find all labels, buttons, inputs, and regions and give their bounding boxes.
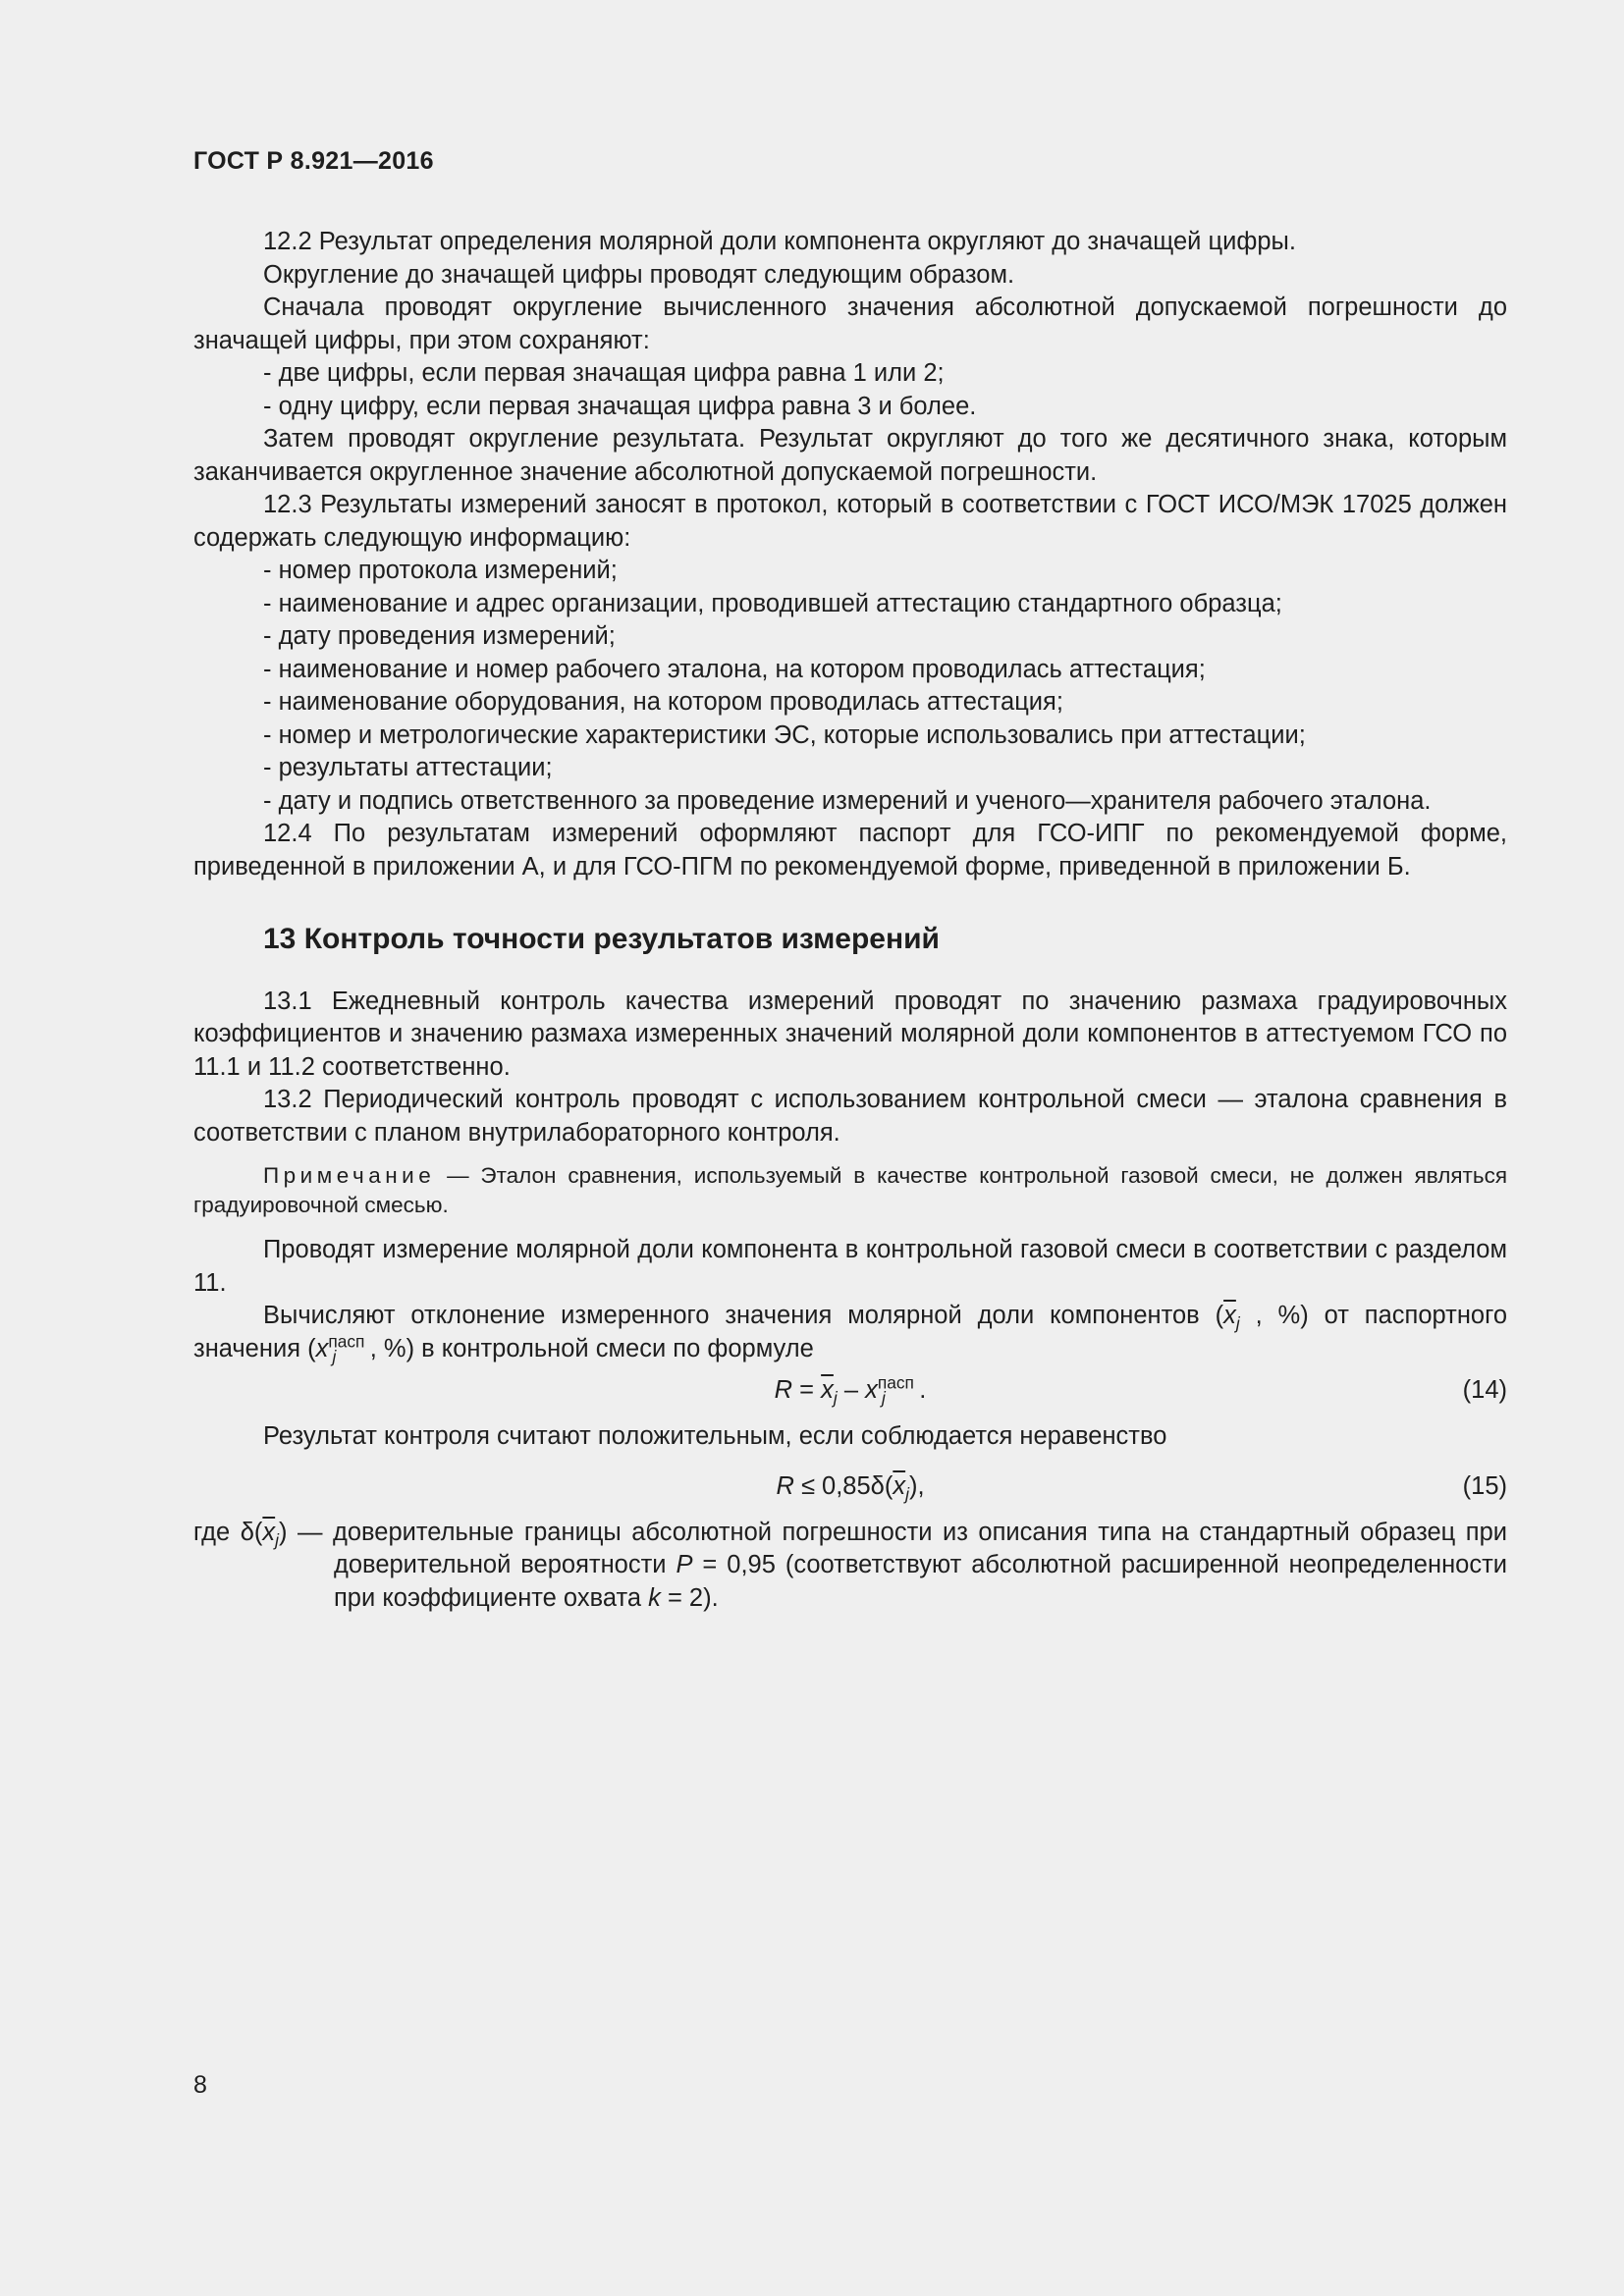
note-text: — Эталон сравнения, используемый в качестве контрольной газовой смеси, не должен являться градуировочной смесью. bbox=[193, 1163, 1507, 1217]
page-number: 8 bbox=[193, 2071, 207, 2099]
paragraph-first-step: Сначала проводят округление вычисленного значения абсолютной допускаемой погрешности до значащей цифры, при этом сохраняют: bbox=[193, 294, 1507, 354]
symbol-x-mean: $\overline{x}$ bbox=[821, 1376, 834, 1404]
where-text: где δ( bbox=[193, 1518, 263, 1546]
formula-15 bbox=[193, 1466, 1507, 1507]
paragraph-13-1: 13.1 Ежедневный контроль качества измерений проводят по значению размаха градуировочных коэффициентов и значению размаха измеренных значений молярной доли компонентов в аттестуемом ГСО по 11.1 и 11.2 соответственно. bbox=[193, 987, 1507, 1081]
index-j: j bbox=[833, 1388, 838, 1409]
calc-text: , %) от паспортного значения ( bbox=[193, 1302, 1508, 1362]
calc-text: Вычисляют отклонение измеренного значения молярной доли компонентов ( bbox=[263, 1302, 1224, 1329]
formula-end: . bbox=[919, 1376, 927, 1404]
symbol-x-mean: $\overline{x}$ bbox=[1223, 1302, 1236, 1329]
paragraph-result: Результат контроля считают положительным, если соблюдается неравенство bbox=[263, 1422, 1167, 1450]
where-text: ) — доверительные границы абсолютной погрешности из описания типа на стандартный образец при доверительной вероятности bbox=[279, 1518, 1507, 1578]
document-header: ГОСТ Р 8.921—2016 bbox=[193, 147, 434, 175]
where-clause bbox=[193, 1517, 1507, 1616]
superscript-pasp: пасп bbox=[877, 1372, 914, 1393]
where-text: = 2). bbox=[660, 1583, 719, 1612]
index-j: j bbox=[905, 1483, 909, 1504]
list-item: - наименование оборудования, на котором проводилась аттестация; bbox=[263, 688, 1063, 716]
paragraph-calc bbox=[193, 1300, 1507, 1365]
paragraph-measure: Проводят измерение молярной доли компонента в контрольной газовой смеси в соответствии с разделом 11. bbox=[193, 1236, 1507, 1297]
symbol-x: x bbox=[315, 1334, 329, 1362]
inequality-text: ≤ 0,85δ( bbox=[793, 1471, 893, 1500]
paragraph-12-4: 12.4 По результатам измерений оформляют паспорт для ГСО-ИПГ по рекомендуемой форме, приведенной в приложении А, и для ГСО-ПГМ по рекомендуемой форме, приведенной в приложении Б. bbox=[193, 820, 1507, 881]
symbol-k: k bbox=[648, 1583, 661, 1612]
formula-14-expression bbox=[774, 1372, 927, 1409]
formula-15-expression bbox=[776, 1471, 925, 1504]
formula-14 bbox=[193, 1369, 1507, 1411]
index-j: j bbox=[1235, 1313, 1240, 1334]
list-item: - одну цифру, если первая значащая цифра равна 3 и более. bbox=[263, 392, 977, 420]
symbol-P: P bbox=[676, 1551, 693, 1578]
where-text: = 0,95 (соответствуют абсолютной расширенной неопределенности при коэффициенте охвата bbox=[334, 1551, 1508, 1612]
list-item: - наименование и номер рабочего эталона, на котором проводилась аттестация; bbox=[263, 655, 1206, 683]
section-13-title: 13 Контроль точности результатов измерений bbox=[263, 923, 940, 955]
symbol-x: x bbox=[865, 1376, 878, 1404]
list-item: - наименование и адрес организации, проводившей аттестацию стандартного образца; bbox=[263, 589, 1282, 617]
document-body bbox=[193, 226, 1507, 1615]
symbol-R: R bbox=[774, 1376, 793, 1404]
superscript-pasp: пасп bbox=[328, 1331, 365, 1351]
equals-sign: = bbox=[792, 1376, 822, 1404]
index-j: j bbox=[881, 1388, 886, 1409]
note-label: Примечание bbox=[263, 1163, 436, 1188]
symbol-x-mean: $\overline{x}$ bbox=[262, 1518, 276, 1546]
paragraph-then: Затем проводят округление результата. Результат округляют до того же десятичного знака, которым заканчивается округленное значение абсолютной допускаемой погрешности. bbox=[193, 425, 1507, 486]
paragraph-13-2: 13.2 Периодический контроль проводят с использованием контрольной смеси — эталона сравнения в соответствии с планом внутрилабораторного контроля. bbox=[193, 1086, 1507, 1147]
paragraph-12-3: 12.3 Результаты измерений заносят в протокол, который в соответствии с ГОСТ ИСО/МЭК 17025 должен содержать следующую информацию: bbox=[193, 491, 1507, 552]
list-item: - результаты аттестации; bbox=[263, 754, 553, 781]
formula-end: ), bbox=[908, 1471, 925, 1500]
minus-sign: – bbox=[837, 1376, 866, 1404]
note bbox=[193, 1161, 1507, 1220]
list-item: - дату и подпись ответственного за проведение измерений и ученого—хранителя рабочего эталона. bbox=[263, 786, 1432, 815]
paragraph-rounding: Округление до значащей цифры проводят следующим образом. bbox=[263, 260, 1015, 289]
index-j: j bbox=[275, 1529, 279, 1550]
index-j: j bbox=[332, 1346, 337, 1366]
formula-14-number: (14) bbox=[1462, 1376, 1507, 1404]
list-item: - номер и метрологические характеристики ЭС, которые использовались при аттестации; bbox=[263, 721, 1306, 749]
list-item: - номер протокола измерений; bbox=[263, 557, 618, 584]
list-item: - две цифры, если первая значащая цифра равна 1 или 2; bbox=[263, 359, 945, 387]
calc-text: , %) в контрольной смеси по формуле bbox=[369, 1334, 814, 1362]
paragraph-12-2: 12.2 Результат определения молярной доли компонента округляют до значащей цифры. bbox=[263, 228, 1296, 255]
list-item: - дату проведения измерений; bbox=[263, 622, 616, 650]
symbol-x-mean: $\overline{x}$ bbox=[893, 1471, 906, 1500]
formula-15-number: (15) bbox=[1462, 1471, 1507, 1500]
symbol-R: R bbox=[776, 1471, 794, 1500]
